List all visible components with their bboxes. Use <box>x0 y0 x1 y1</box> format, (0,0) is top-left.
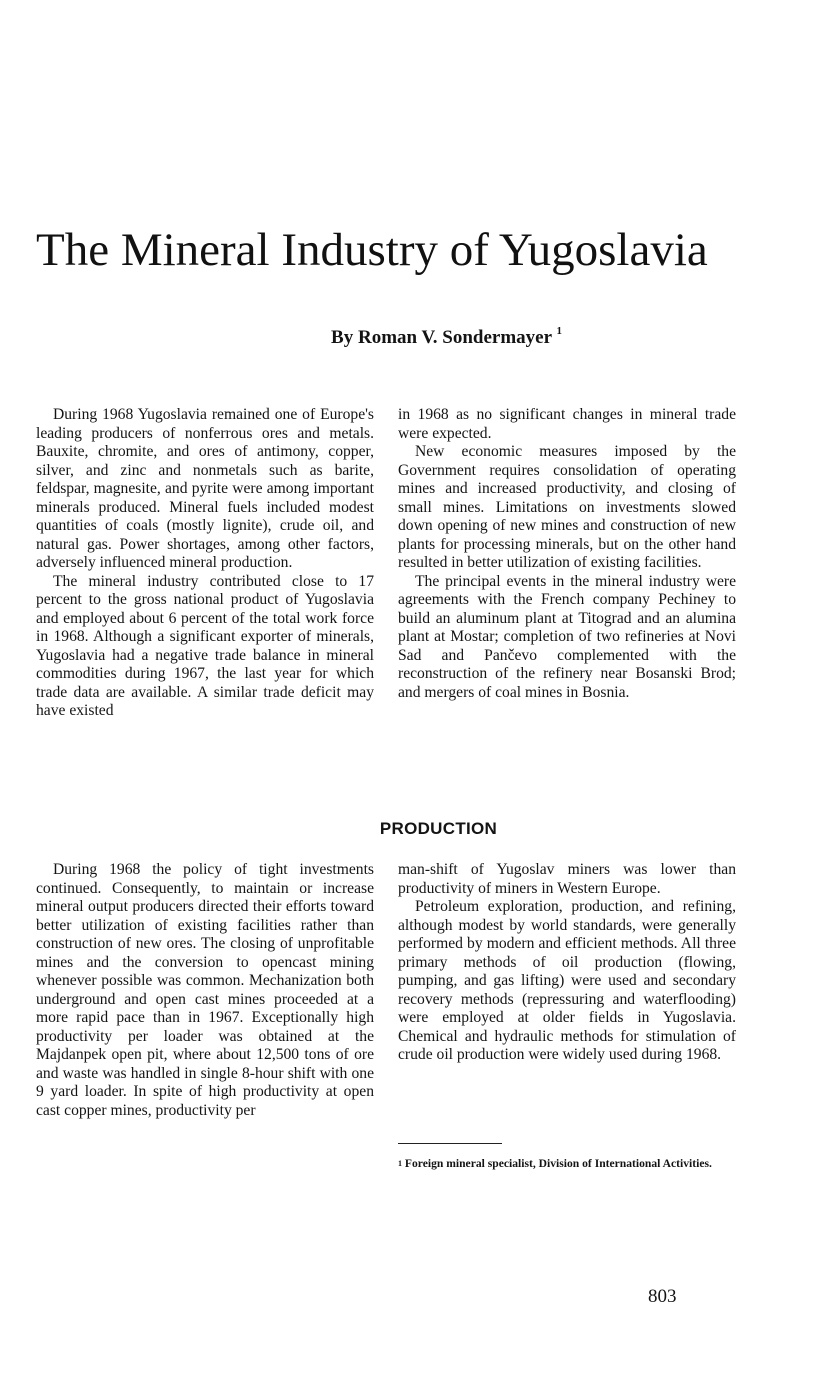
intro-paragraph-2-continued: in 1968 as no significant changes in mineral trade were expected. <box>398 406 736 442</box>
footnote-text: Foreign mineral specialist, Division of International Activities. <box>404 1157 712 1170</box>
author-footnote-mark: 1 <box>556 325 562 337</box>
intro-paragraph-4: The principal events in the mineral industry were agreements with the French company Pechiney to build an aluminum plant at Titograd and an alumina plant at Mostar; completion of two refineries at Novi Sad and Pančevo complemented with the reconstruction of the refinery near Bosanski Brod; and mergers of coal mines in Bosnia. <box>398 572 736 701</box>
footnote-divider <box>398 1143 502 1144</box>
production-paragraph-1: During 1968 the policy of tight investments continued. Consequently, to maintain or increase mineral output producers directed their efforts toward better utilization of existing facilities rather than construction of new ores. The closing of unprofitable mines and the conversion to opencast mining whenever possible was common. Mechanization both underground and open cast mines proceeded at a more rapid pace than in 1967. Exceptionally high productivity per loader was obtained at the Majdanpek open pit, where about 12,500 tons of ore and waste was handled in single 8-hour shift with one 9 yard loader. In spite of high productivity at open cast copper mines, productivity per <box>36 861 374 1119</box>
author-byline <box>0 327 831 349</box>
intro-paragraph-1: During 1968 Yugoslavia remained one of Europe's leading producers of nonferrous ores and metals. Bauxite, chromite, and ores of antimony, copper, silver, and zinc and nonmetals such as barite, feldspar, magnesite, and pyrite were among important minerals produced. Mineral fuels included modest quantities of coals (mostly lignite), crude oil, and natural gas. Power shortages, among other factors, adversely influenced mineral production. <box>36 406 374 571</box>
production-column-left <box>36 861 374 1120</box>
intro-column-left <box>36 406 374 721</box>
production-paragraph-1-continued: man-shift of Yugoslav miners was lower than productivity of miners in Western Europe. <box>398 861 736 897</box>
production-column-right <box>398 861 736 1065</box>
production-paragraph-2: Petroleum exploration, production, and refining, although modest by world standards, were generally performed by modern and efficient methods. All three primary methods of oil production (flowing, pumping, and gas lifting) were used and secondary recovery methods (repressuring and waterflooding) were employed at older fields in Yugoslavia. Chemical and hydraulic methods for stimulation of crude oil production were widely used during 1968. <box>398 898 736 1063</box>
page-number: 803 <box>648 1286 677 1307</box>
intro-paragraph-2: The mineral industry contributed close to 17 percent to the gross national product of Yugoslavia and employed about 6 percent of the total work force in 1968. Although a significant exporter of minerals, Yugoslavia had a negative trade balance in mineral commodities during 1967, the last year for which trade data are available. A similar trade deficit may have existed <box>36 572 374 719</box>
footnote-mark: 1 <box>398 1159 402 1168</box>
article-title: The Mineral Industry of Yugoslavia <box>36 224 708 276</box>
intro-column-right <box>398 406 736 702</box>
footnote <box>398 1157 738 1171</box>
author-name: By Roman V. Sondermayer <box>331 327 552 348</box>
section-heading-production: PRODUCTION <box>379 819 498 838</box>
intro-paragraph-3: New economic measures imposed by the Government requires consolidation of operating mines and increased productivity, and closing of small mines. Limitations on investments slowed down opening of new mines and construction of new plants for processing minerals, but on the other hand resulted in better utilization of existing facilities. <box>398 443 736 571</box>
